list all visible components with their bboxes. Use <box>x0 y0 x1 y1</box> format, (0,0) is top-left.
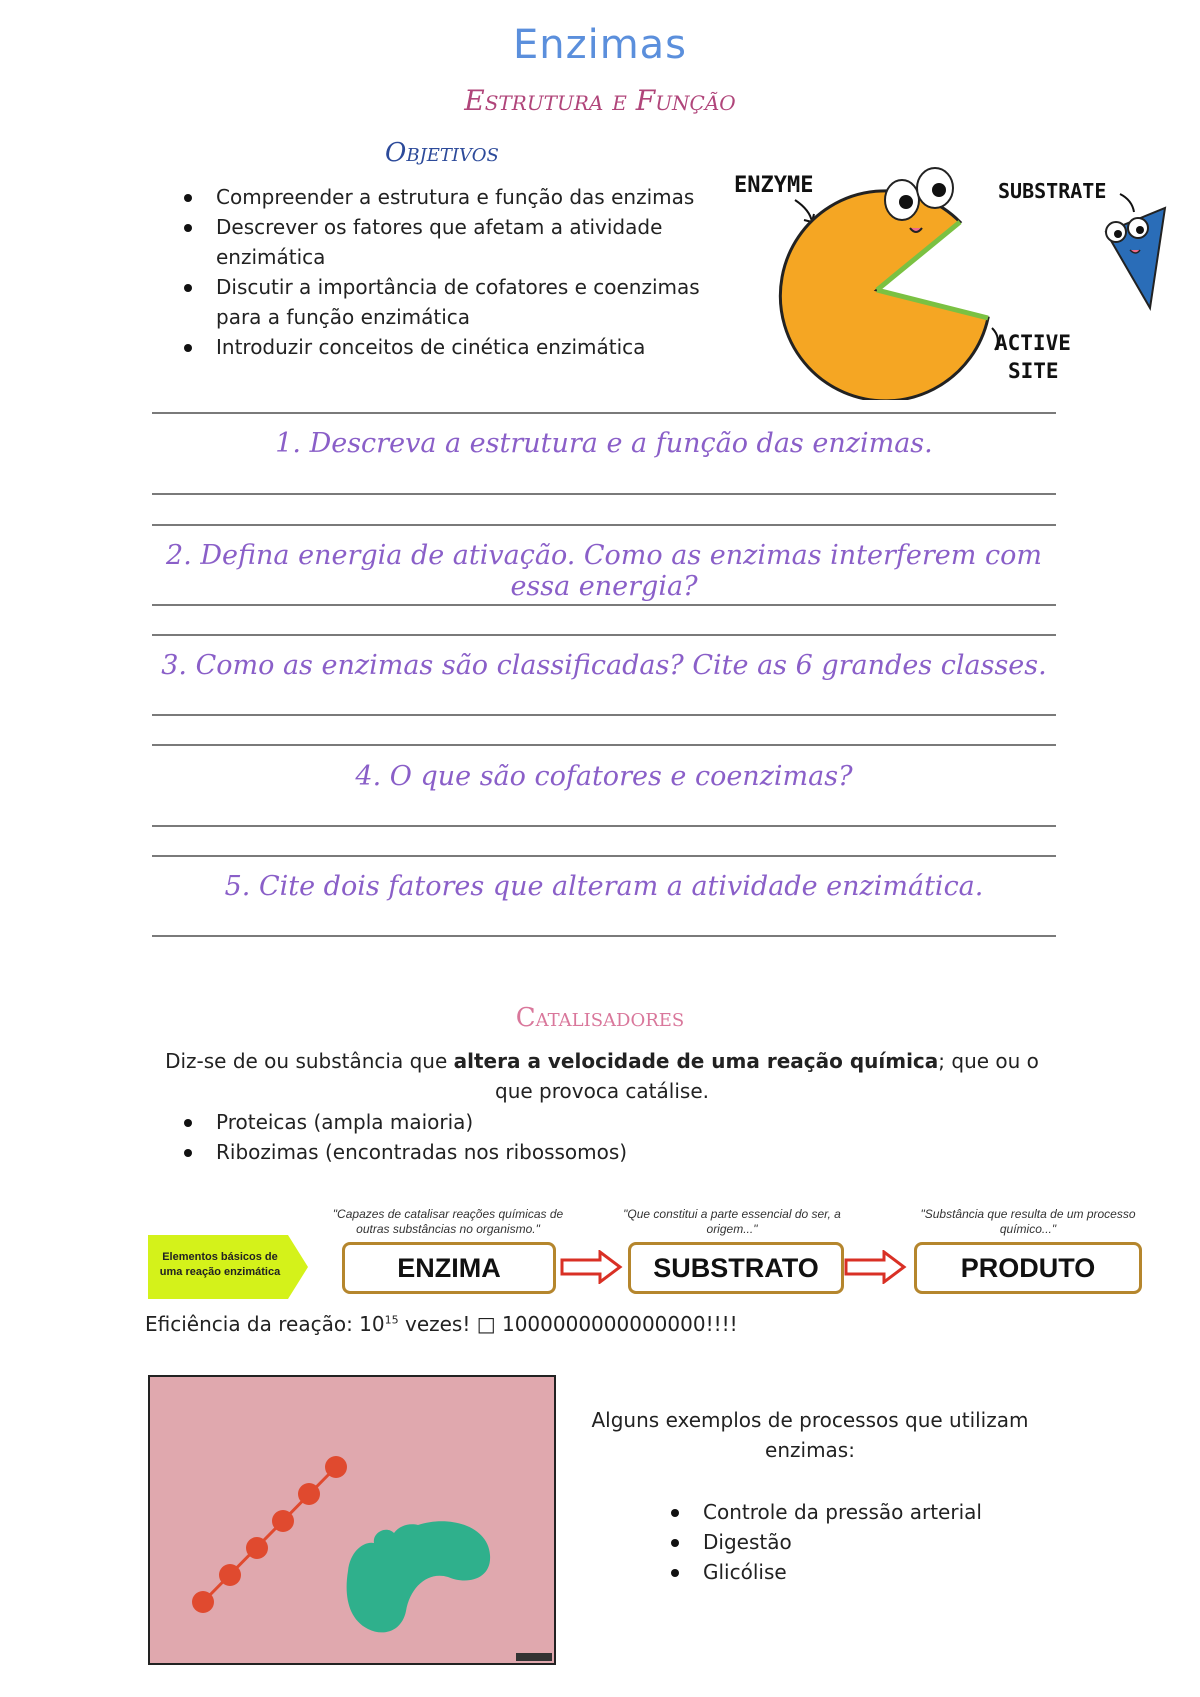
substrate-bead <box>246 1537 268 1559</box>
rule-line <box>152 524 1056 526</box>
substrate-bead <box>272 1510 294 1532</box>
efficiency-text: Eficiência da reação: $10^{15}$ vezes! □ 1000000000000000!!!! <box>145 1312 738 1336</box>
substrate-quote: "Que constitui a parte essencial do ser, a origem..." <box>623 1207 841 1236</box>
substrate-bead <box>298 1483 320 1505</box>
catalysts-definition: Diz-se de ou substância que altera a velocidade de uma reação química; que ou o que provoca catálise. <box>165 1049 1039 1103</box>
examples-list <box>667 1497 1067 1587</box>
active-site-label-1: ACTIVE <box>995 331 1071 355</box>
list-item: Ribozimas (encontradas nos ribossomos) <box>180 1137 780 1167</box>
list-item: Discutir a importância de cofatores e coenzimas para a função enzimática <box>180 272 700 332</box>
enzyme-pointer <box>795 200 812 222</box>
page-subtitle: Estrutura e Função <box>464 84 736 117</box>
rule-line <box>152 935 1056 937</box>
enzyme-substrate-illustration <box>720 160 1180 400</box>
rule-line <box>152 412 1056 414</box>
flow-arrow <box>844 1250 908 1284</box>
substrate-box: SUBSTRATO <box>628 1242 844 1294</box>
enzyme-box: ENZIMA <box>342 1242 556 1294</box>
objectives-list <box>180 182 700 362</box>
substrate-bead <box>192 1591 214 1613</box>
catalysts-heading: Catalisadores <box>515 1003 685 1033</box>
enzyme-quote: "Capazes de catalisar reações químicas de outras substâncias no organismo." <box>332 1207 564 1236</box>
question-1: 1. Descreva a estrutura e a função das enzimas. <box>275 428 933 459</box>
rule-line <box>152 493 1056 495</box>
question-2: 2. Defina energia de ativação. Como as enzimas interferem com essa energia? <box>166 540 1042 602</box>
substrate-bead <box>325 1456 347 1478</box>
rule-line <box>152 744 1056 746</box>
list-item: Proteicas (ampla maioria) <box>180 1107 780 1137</box>
examples-intro: Alguns exemplos de processos que utilizam enzimas: <box>591 1408 1029 1462</box>
list-item: Compreender a estrutura e função das enzimas <box>180 182 700 212</box>
watermark <box>516 1653 552 1661</box>
list-item: Introduzir conceitos de cinética enzimática <box>180 332 700 362</box>
product-box: PRODUTO <box>914 1242 1142 1294</box>
enzyme-process-image <box>148 1375 556 1665</box>
substrate-bead <box>219 1564 241 1586</box>
page-title: Enzimas <box>512 22 688 68</box>
rule-line <box>152 714 1056 716</box>
rule-line <box>152 825 1056 827</box>
rule-line <box>152 855 1056 857</box>
flow-arrow <box>560 1250 624 1284</box>
list-item: Controle da pressão arterial <box>667 1497 1067 1527</box>
active-site-label-2: SITE <box>1008 359 1059 383</box>
rule-line <box>152 604 1056 606</box>
question-4: 4. O que são cofatores e coenzimas? <box>355 761 853 792</box>
list-item: Glicólise <box>667 1557 1067 1587</box>
list-item: Digestão <box>667 1527 1067 1557</box>
flow-start-label: Elementos básicos de uma reação enzimática <box>159 1251 281 1278</box>
objectives-heading: Objetivos <box>385 138 499 168</box>
enzyme-label: ENZYME <box>734 173 814 198</box>
list-item: Descrever os fatores que afetam a atividade enzimática <box>180 212 700 272</box>
substrate-label: SUBSTRATE <box>998 179 1107 203</box>
rule-line <box>152 634 1056 636</box>
catalysts-list <box>180 1107 780 1167</box>
question-3: 3. Como as enzimas são classificadas? Cite as 6 grandes classes. <box>161 650 1047 681</box>
question-5: 5. Cite dois fatores que alteram a atividade enzimática. <box>224 871 984 902</box>
product-quote: "Substância que resulta de um processo químico..." <box>920 1207 1136 1236</box>
